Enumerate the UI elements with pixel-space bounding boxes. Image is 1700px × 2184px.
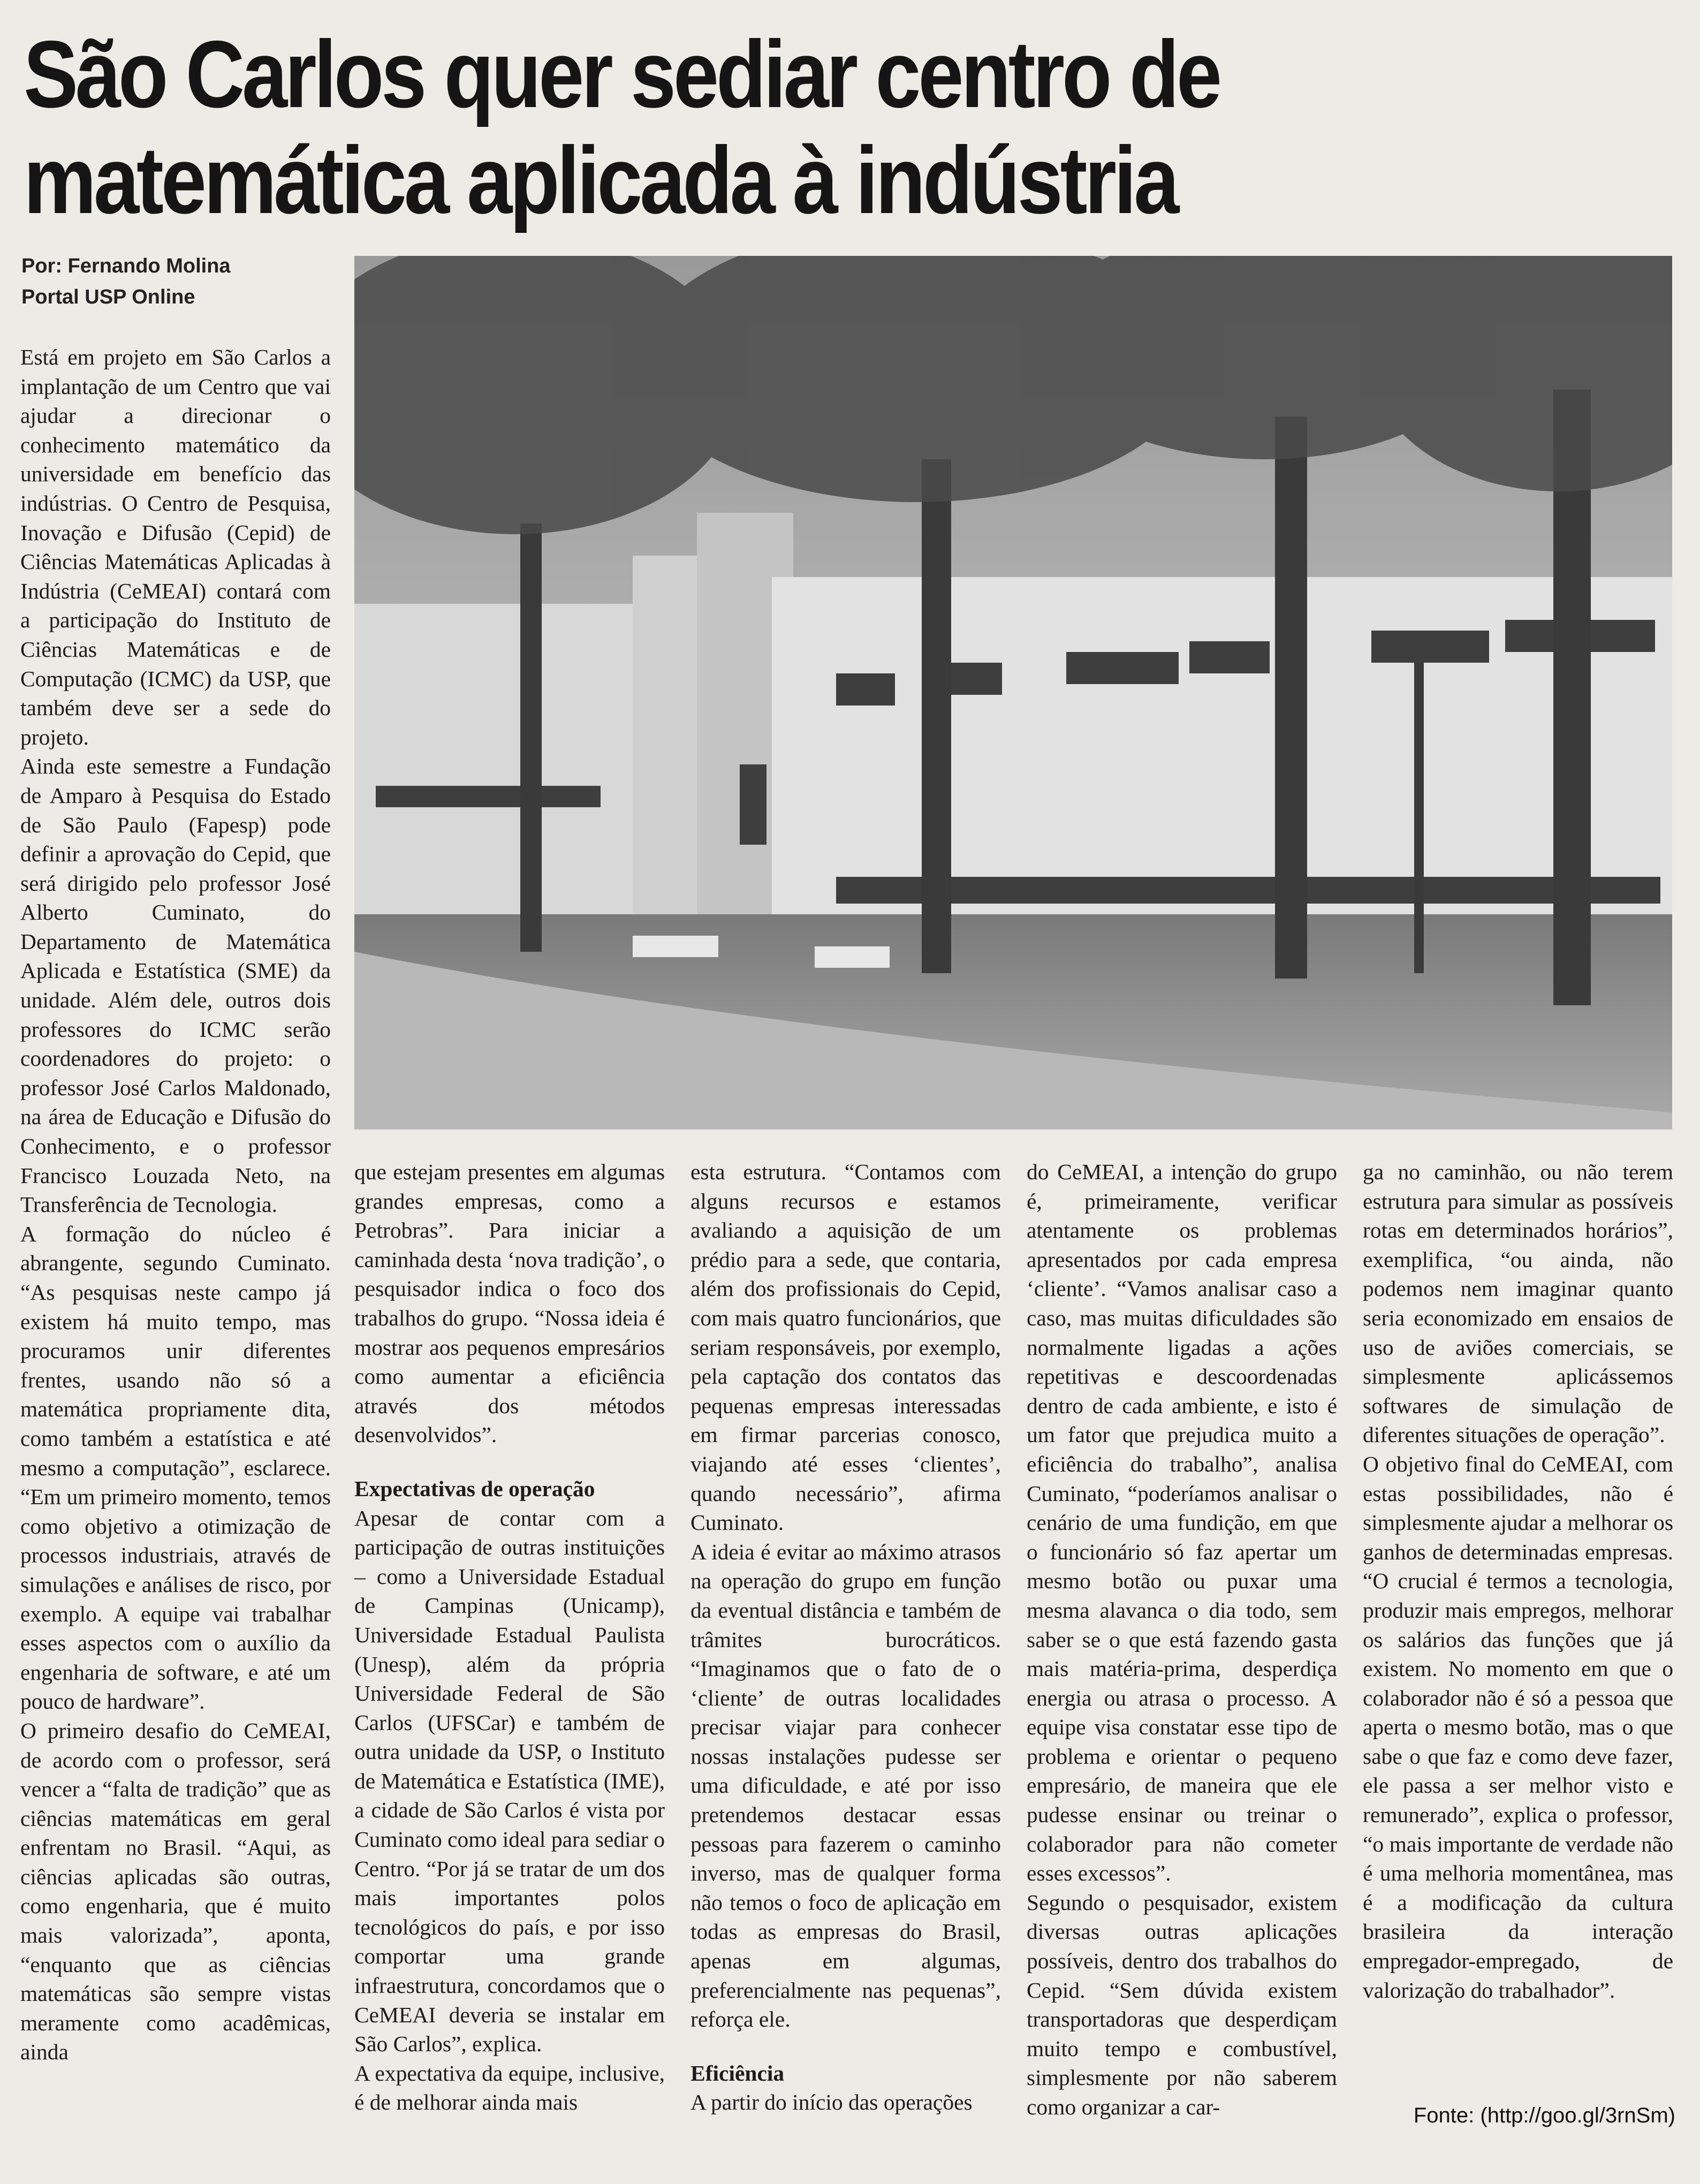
paragraph: A partir do início das operações: [690, 2090, 973, 2115]
byline-outlet: Portal USP Online: [21, 286, 195, 308]
campus-building-photo: [354, 256, 1672, 1129]
headline: São Carlos quer sediar centro de matemática aplicada à indústria: [24, 21, 1219, 233]
paragraph: ga no caminhão, ou não terem estrutura para simular as possíveis rotas em determinados horários”, exemplifica, “ou ainda, não podemos nem imaginar quanto seria economizado em ensaios de uso de aviões comerciais, se simplesmente aplicássemos softwares de simulação de diferentes situações de operação”.: [1363, 1159, 1673, 1447]
subheading-expectativas: Expectativas de operação: [354, 1476, 595, 1501]
paragraph: Segundo o pesquisador, existem diversas outras aplicações possíveis, dentro dos trabalhos do Cepid. “Sem dúvida existem transportadoras que desperdiçam muito tempo e combustível, simplesmente por não saberem como organizar a car-: [1027, 1890, 1337, 2119]
paragraph: A formação do núcleo é abrangente, segundo Cuminato. “As pesquisas neste campo já existem há muito tempo, mas procuramos unir diferentes frentes, usando não só a matemática propriamente dita, como também a estatística e até mesmo a computação”, esclarece. “Em um primeiro momento, temos como objetivo a otimização de processos industriais, através de simulações e análises de risco, por exemplo. A equipe vai trabalhar esses aspectos com o auxílio da engenharia de software, e até um pouco de hardware”.: [20, 1221, 331, 1714]
article-column-5: [1363, 1157, 1673, 2164]
paragraph: esta estrutura. “Contamos com alguns recursos e estamos avaliando a aquisição de um prédio para a sede, que contaria, além dos profissionais do Cepid, com mais quatro funcionários, que seriam responsáveis, por exemplo, pela captação dos contatos das pequenas empresas interessadas em firmar parcerias conosco, viajando até esses ‘clientes’, quando necessário”, afirma Cuminato.: [690, 1159, 1001, 1535]
subheading-eficiencia: Eficiência: [690, 2060, 785, 2086]
paragraph: do CeMEAI, a intenção do grupo é, primeiramente, verificar atentamente os problemas apresentados por cada empresa ‘cliente’. “Vamos analisar caso a caso, mas muitas dificuldades são normalmente ligadas a ações repetitivas e descoordenadas dentro de cada ambiente, e isto é um fator que prejudica muito a eficiência do trabalho”, analisa Cuminato, “poderíamos analisar o cenário de uma fundição, em que o funcionário só faz apertar um mesmo botão ou puxar uma mesma alavanca o dia todo, sem saber se o que está fazendo gasta mais matéria-prima, desperdiça energia ou atrasa o processo. A equipe visa constatar esse tipo de problema e orientar o pequeno empresário, de maneira que ele pudesse ensinar ou treinar o colaborador para não cometer esses excessos”.: [1027, 1159, 1337, 1886]
paragraph: O objetivo final do CeMEAI, com estas possibilidades, não é simplesmente ajudar a melhorar os ganhos de determinadas empresas. “O crucial é termos a tecnologia, produzir mais empregos, melhorar os salários das funções que já existem. No momento em que o colaborador não é só a pessoa que aperta o mesmo botão, mas o que sabe o que faz e como deve fazer, ele passa a ser melhor visto e remunerado”, explica o professor, “o mais importante de verdade não é uma melhoria momentânea, mas é a modificação da cultura brasileira da interação empregador-empregado, de valorização do trabalhador”.: [1363, 1451, 1673, 2003]
article-column-1: [20, 343, 331, 2173]
source-citation: Fonte: (http://goo.gl/3rnSm): [1413, 2104, 1675, 2127]
paragraph: Ainda este semestre a Fundação de Amparo à Pesquisa do Estado de São Paulo (Fapesp) pode definir a aprovação do Cepid, que será dirigido pelo professor José Alberto Cuminato, do Departamento de Matemática Aplicada e Estatística (SME) da unidade. Além dele, outros dois professores do ICMC serão coordenadores do projeto: o professor José Carlos Maldonado, na área de Educação e Difusão do Conhecimento, e o professor Francisco Louzada Neto, na Transferência de Tecnologia.: [20, 754, 331, 1217]
byline-author: Por: Fernando Molina: [21, 255, 231, 277]
article-column-3: [690, 1157, 1001, 2164]
photo-illustration: [354, 256, 1672, 1129]
article-column-2: [354, 1157, 665, 2164]
byline: [21, 251, 343, 313]
paragraph: O primeiro desafio do CeMEAI, de acordo com o professor, será vencer a “falta de tradição” que as ciências matemáticas em geral enfrentam no Brasil. “Aqui, as ciências aplicadas são outras, como engenharia, que é muito mais valorizada”, aponta, “enquanto que as ciências matemáticas são sempre vistas meramente como acadêmicas, ainda: [20, 1718, 331, 2065]
paragraph: Apesar de contar com a participação de outras instituições – como a Universidade Estadual de Campinas (Unicamp), Universidade Estadual Paulista (Unesp), além da própria Universidade Federal de São Carlos (UFSCar) e também de outra unidade da USP, o Instituto de Matemática e Estatística (IME), a cidade de São Carlos é vista por Cuminato como ideal para sediar o Centro. “Por já se tratar de um dos mais importantes polos tecnológicos do país, e por isso comportar uma grande infraestrutura, concordamos que o CeMEAI deveria se instalar em São Carlos”, explica.: [354, 1505, 665, 2057]
paragraph: que estejam presentes em algumas grandes empresas, como a Petrobras”. Para iniciar a caminhada desta ‘nova tradição’, o pesquisador indica o foco dos trabalhos do grupo. “Nossa ideia é mostrar aos pequenos empresários como aumentar a eficiência através dos métodos desenvolvidos”.: [354, 1159, 665, 1447]
paragraph: A expectativa da equipe, inclusive, é de melhorar ainda mais: [354, 2060, 665, 2115]
paragraph: A ideia é evitar ao máximo atrasos na operação do grupo em função da eventual distância e também de trâmites burocráticos. “Imaginamos que o fato de o ‘cliente’ de outras localidades precisar viajar para conhecer nossas instalações pudesse ser uma dificuldade, e até por isso pretendemos destacar essas pessoas para fazerem o caminho inverso, mas de qualquer forma não temos o foco de aplicação em todas as empresas do Brasil, apenas em algumas, preferencialmente nas pequenas”, reforça ele.: [690, 1539, 1001, 2032]
article-column-4: [1027, 1157, 1337, 2164]
paragraph: Está em projeto em São Carlos a implantação de um Centro que vai ajudar a direcionar o conhecimento matemático da universidade em benefício das indústrias. O Centro de Pesquisa, Inovação e Difusão (Cepid) de Ciências Matemáticas Aplicadas à Indústria (CeMEAI) contará com a participação do Instituto de Ciências Matemáticas e de Computação (ICMC) da USP, que também deve ser a sede do projeto.: [20, 345, 331, 749]
